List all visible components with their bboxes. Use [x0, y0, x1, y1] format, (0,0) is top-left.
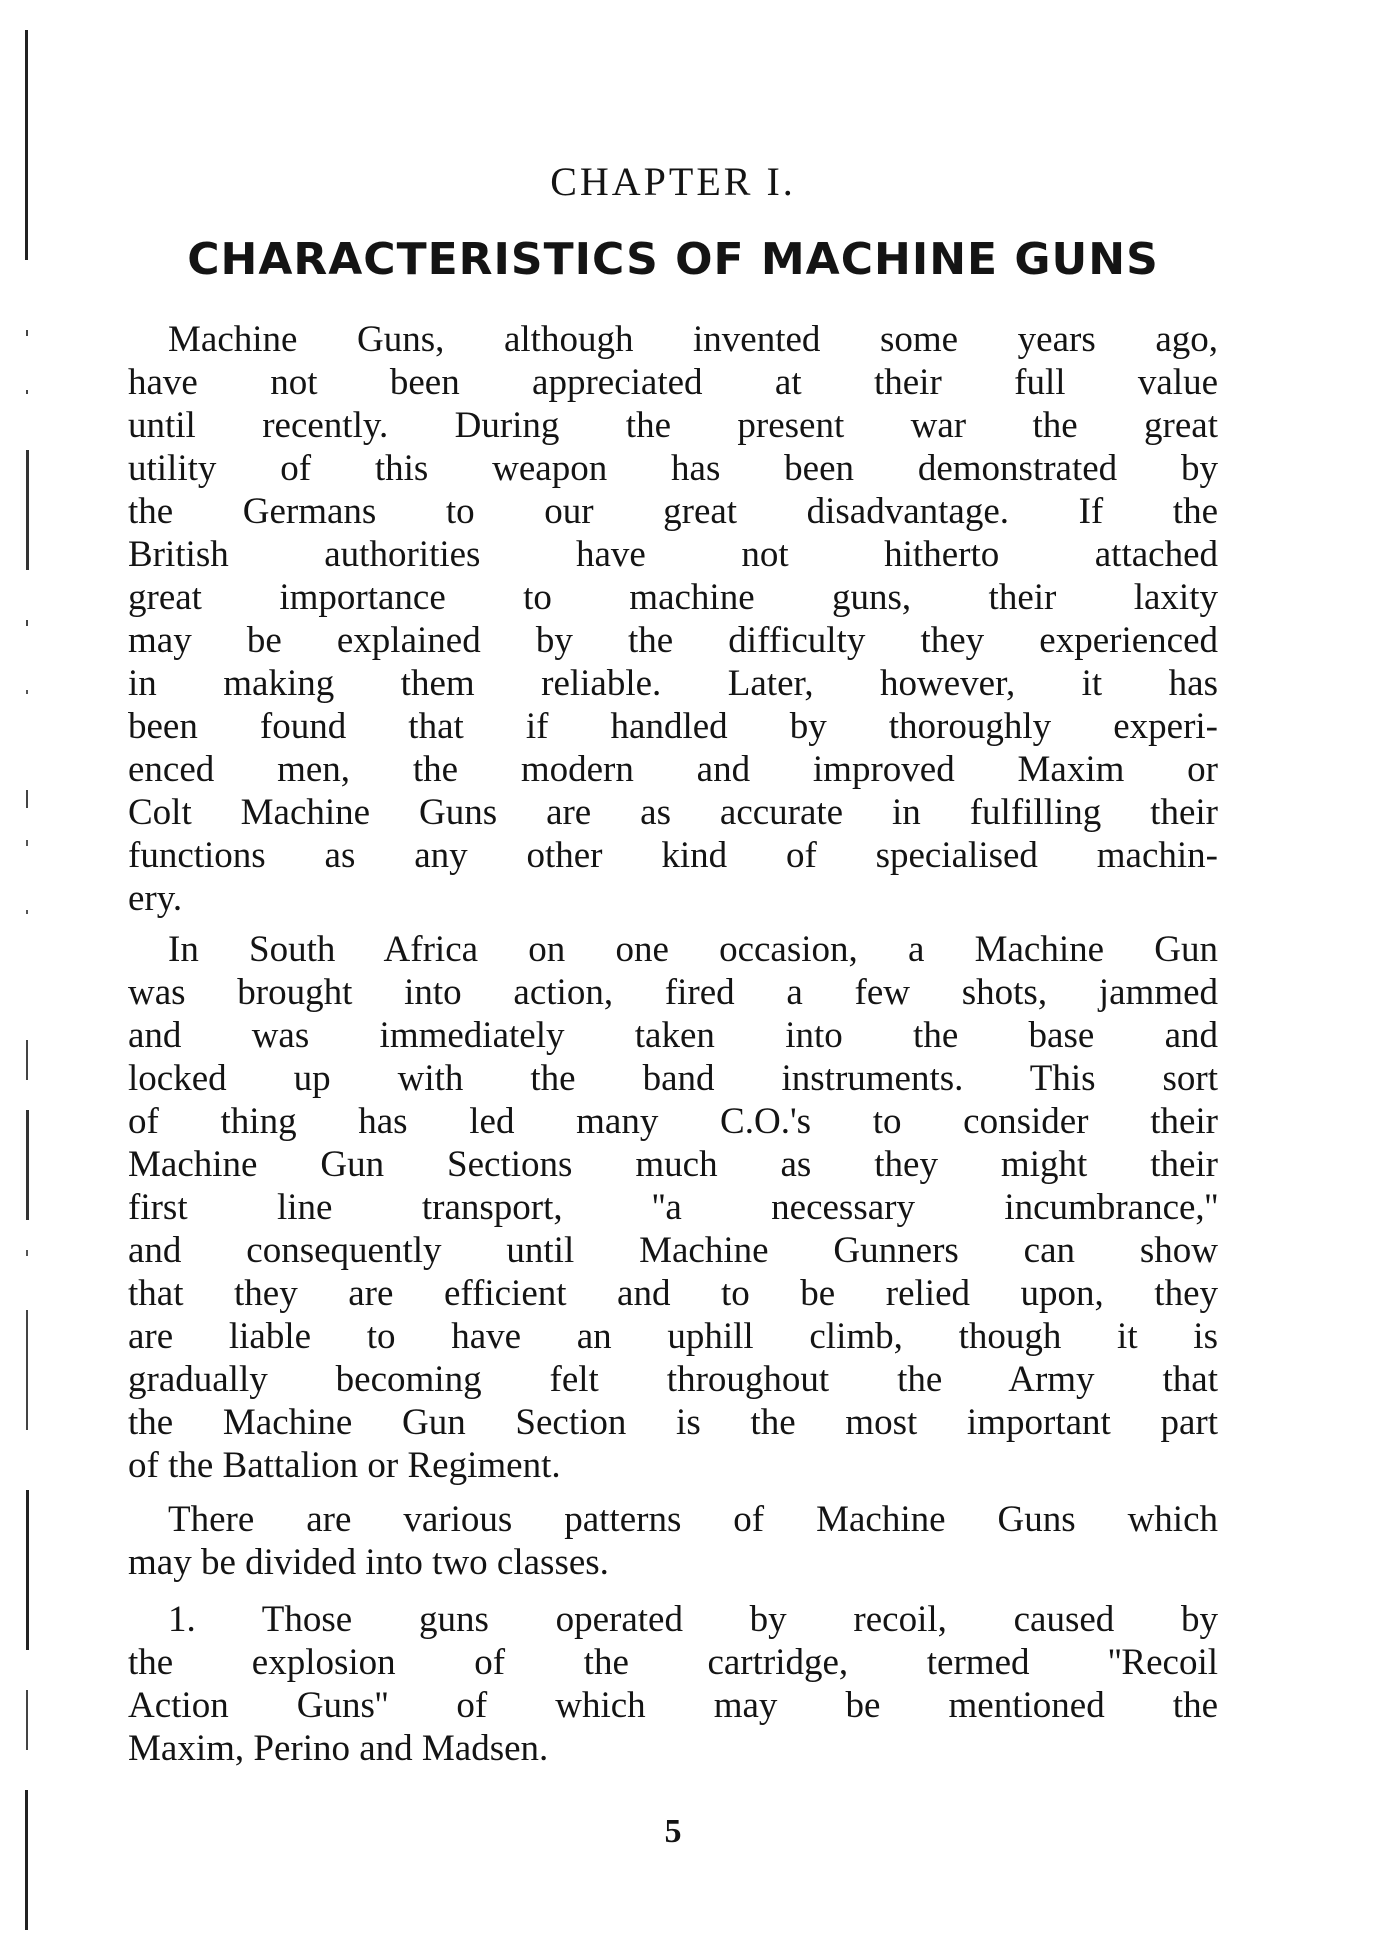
text-line: have not been appreciated at their full value: [128, 362, 1218, 403]
text-line: that they are efficient and to be relied upon, they: [128, 1273, 1218, 1314]
text-line: functions as any other kind of specialised machin-: [128, 835, 1218, 876]
text-line: first line transport, ''a necessary incumbrance,'': [128, 1187, 1218, 1228]
paragraph-2: [128, 928, 1218, 1487]
text-line: Action Guns'' of which may be mentioned the: [128, 1685, 1218, 1726]
text-line: of thing has led many C.O.'s to consider their: [128, 1101, 1218, 1142]
paragraph-3: [128, 1498, 1218, 1584]
binding-edge-marks: [22, 30, 32, 1930]
text-line: In South Africa on one occasion, a Machine Gun: [168, 929, 1218, 970]
text-line: are liable to have an uphill climb, though it is: [128, 1316, 1218, 1357]
text-line: enced men, the modern and improved Maxim or: [128, 749, 1218, 790]
text-line: the Machine Gun Section is the most important part: [128, 1402, 1218, 1443]
text-line: great importance to machine guns, their laxity: [128, 577, 1218, 618]
text-line: in making them reliable. Later, however, it has: [128, 663, 1218, 704]
text-line: gradually becoming felt throughout the Army that: [128, 1359, 1218, 1400]
text-line: Machine Gun Sections much as they might their: [128, 1144, 1218, 1185]
text-line: 1. Those guns operated by recoil, caused by: [168, 1599, 1218, 1640]
text-line: utility of this weapon has been demonstrated by: [128, 448, 1218, 489]
text-line: the Germans to our great disadvantage. If the: [128, 491, 1218, 532]
text-line: was brought into action, fired a few shots, jammed: [128, 972, 1218, 1013]
text-line: the explosion of the cartridge, termed ''Recoil: [128, 1642, 1218, 1683]
text-line: may be explained by the difficulty they experienced: [128, 620, 1218, 661]
text-line: Maxim, Perino and Madsen.: [128, 1728, 549, 1769]
chapter-label: CHAPTER I.: [550, 159, 796, 204]
text-line: until recently. During the present war the great: [128, 405, 1218, 446]
chapter-title: CHARACTERISTICS OF MACHINE GUNS: [187, 234, 1159, 285]
paragraph-1: [128, 318, 1218, 920]
text-line: There are various patterns of Machine Guns which: [168, 1499, 1218, 1540]
text-line: been found that if handled by thoroughly experi-: [128, 706, 1218, 747]
text-line: locked up with the band instruments. This sort: [128, 1058, 1218, 1099]
text-line: Colt Machine Guns are as accurate in fulfilling their: [128, 792, 1218, 833]
text-line: and was immediately taken into the base and: [128, 1015, 1218, 1056]
paragraph-4: [128, 1598, 1218, 1770]
text-line: and consequently until Machine Gunners can show: [128, 1230, 1218, 1271]
text-line: Machine Guns, although invented some years ago,: [168, 319, 1218, 360]
page-number: 5: [664, 1813, 682, 1850]
text-line: of the Battalion or Regiment.: [128, 1445, 561, 1486]
text-line: British authorities have not hitherto attached: [128, 534, 1218, 575]
text-line: ery.: [128, 878, 183, 919]
text-line: may be divided into two classes.: [128, 1542, 609, 1583]
